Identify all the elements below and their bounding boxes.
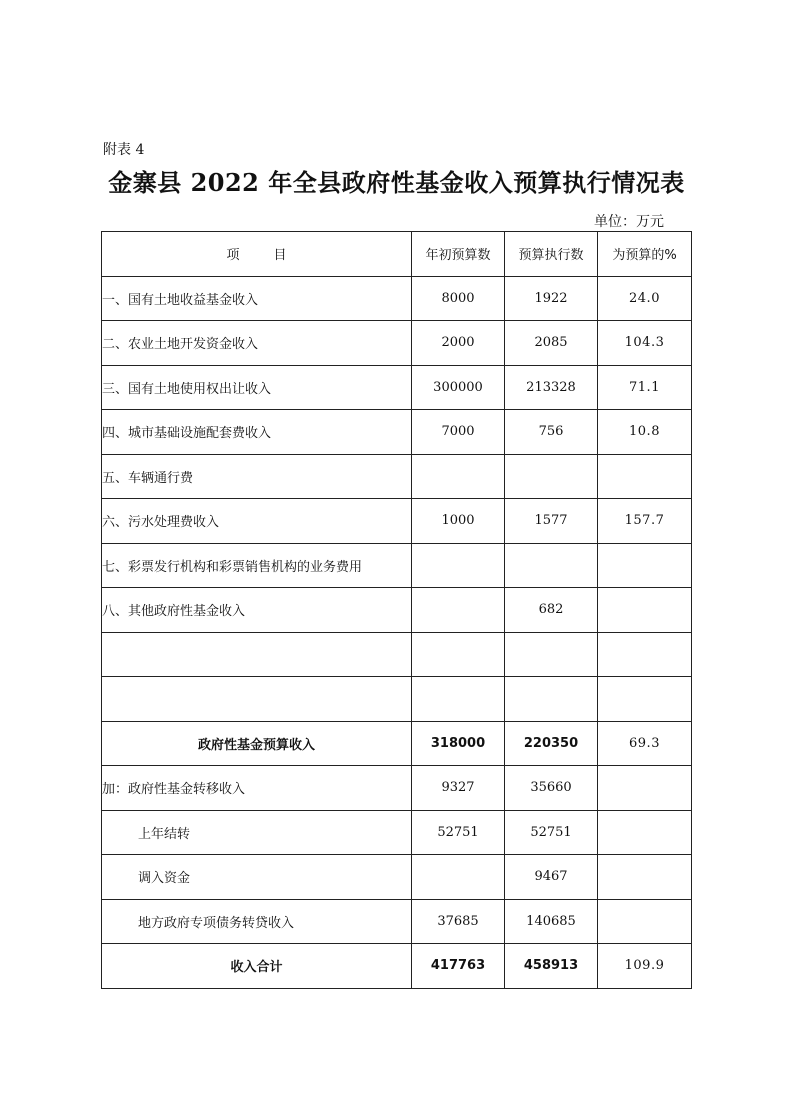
total-executed: 458913	[505, 944, 598, 989]
table-row	[102, 499, 692, 544]
row-initial-budget: 300000	[412, 365, 505, 410]
addition-row	[102, 810, 692, 855]
row-initial-budget: 7000	[412, 410, 505, 455]
row-percent: 24.0	[598, 276, 692, 321]
row-initial-budget: 2000	[412, 321, 505, 366]
addition-executed: 9467	[505, 855, 598, 900]
table-row	[102, 543, 692, 588]
row-item: 三、国有土地使用权出让收入	[102, 365, 412, 410]
table-row-empty	[102, 677, 692, 722]
document-title: 金寨县 2022 年全县政府性基金收入预算执行情况表	[108, 168, 685, 197]
row-item: 二、农业土地开发资金收入	[102, 321, 412, 366]
row-executed	[505, 677, 598, 722]
row-item: 四、城市基础设施配套费收入	[102, 410, 412, 455]
row-initial-budget	[412, 454, 505, 499]
table-row	[102, 321, 692, 366]
total-row	[102, 944, 692, 989]
total-initial-budget: 417763	[412, 944, 505, 989]
row-percent	[598, 454, 692, 499]
addition-row	[102, 855, 692, 900]
row-percent: 71.1	[598, 365, 692, 410]
addition-percent	[598, 766, 692, 811]
row-percent: 104.3	[598, 321, 692, 366]
header-percent: 为预算的%	[598, 232, 692, 277]
unit-label: 单位：万元	[594, 214, 664, 230]
table-row	[102, 276, 692, 321]
row-initial-budget	[412, 677, 505, 722]
row-initial-budget: 8000	[412, 276, 505, 321]
header-initial-budget: 年初预算数	[412, 232, 505, 277]
budget-table	[101, 231, 692, 989]
row-executed: 1577	[505, 499, 598, 544]
row-item	[102, 677, 412, 722]
row-percent	[598, 632, 692, 677]
addition-row	[102, 766, 692, 811]
row-initial-budget	[412, 543, 505, 588]
addition-executed: 52751	[505, 810, 598, 855]
row-percent	[598, 677, 692, 722]
row-executed	[505, 632, 598, 677]
subtotal-executed: 220350	[505, 721, 598, 766]
row-item: 五、车辆通行费	[102, 454, 412, 499]
row-initial-budget	[412, 632, 505, 677]
addition-item: 调入资金	[102, 855, 412, 900]
row-executed: 1922	[505, 276, 598, 321]
addition-percent	[598, 899, 692, 944]
table-row	[102, 365, 692, 410]
addition-initial-budget: 37685	[412, 899, 505, 944]
appendix-label: 附表 4	[103, 142, 145, 158]
addition-row	[102, 899, 692, 944]
total-percent: 109.9	[598, 944, 692, 989]
row-executed	[505, 454, 598, 499]
addition-initial-budget: 9327	[412, 766, 505, 811]
addition-percent	[598, 855, 692, 900]
addition-initial-budget: 52751	[412, 810, 505, 855]
row-percent	[598, 588, 692, 633]
row-percent: 157.7	[598, 499, 692, 544]
row-executed: 2085	[505, 321, 598, 366]
table-row-empty	[102, 632, 692, 677]
row-item	[102, 632, 412, 677]
addition-item: 上年结转	[102, 810, 412, 855]
subtotal-initial-budget: 318000	[412, 721, 505, 766]
row-item: 一、国有土地收益基金收入	[102, 276, 412, 321]
total-item: 收入合计	[102, 944, 412, 989]
row-item: 七、彩票发行机构和彩票销售机构的业务费用	[102, 543, 412, 588]
addition-percent	[598, 810, 692, 855]
header-item: 项目	[102, 232, 412, 277]
header-executed: 预算执行数	[505, 232, 598, 277]
addition-executed: 140685	[505, 899, 598, 944]
row-initial-budget	[412, 588, 505, 633]
table-row	[102, 454, 692, 499]
row-percent: 10.8	[598, 410, 692, 455]
subtotal-row	[102, 721, 692, 766]
table-row	[102, 410, 692, 455]
addition-initial-budget	[412, 855, 505, 900]
row-executed: 756	[505, 410, 598, 455]
row-executed	[505, 543, 598, 588]
row-executed: 213328	[505, 365, 598, 410]
addition-item: 加：政府性基金转移收入	[102, 766, 412, 811]
row-item: 六、污水处理费收入	[102, 499, 412, 544]
table-row	[102, 588, 692, 633]
addition-item: 地方政府专项债务转贷收入	[102, 899, 412, 944]
subtotal-item: 政府性基金预算收入	[102, 721, 412, 766]
row-item: 八、其他政府性基金收入	[102, 588, 412, 633]
row-percent	[598, 543, 692, 588]
row-initial-budget: 1000	[412, 499, 505, 544]
addition-executed: 35660	[505, 766, 598, 811]
subtotal-percent: 69.3	[598, 721, 692, 766]
row-executed: 682	[505, 588, 598, 633]
header-row	[102, 232, 692, 277]
